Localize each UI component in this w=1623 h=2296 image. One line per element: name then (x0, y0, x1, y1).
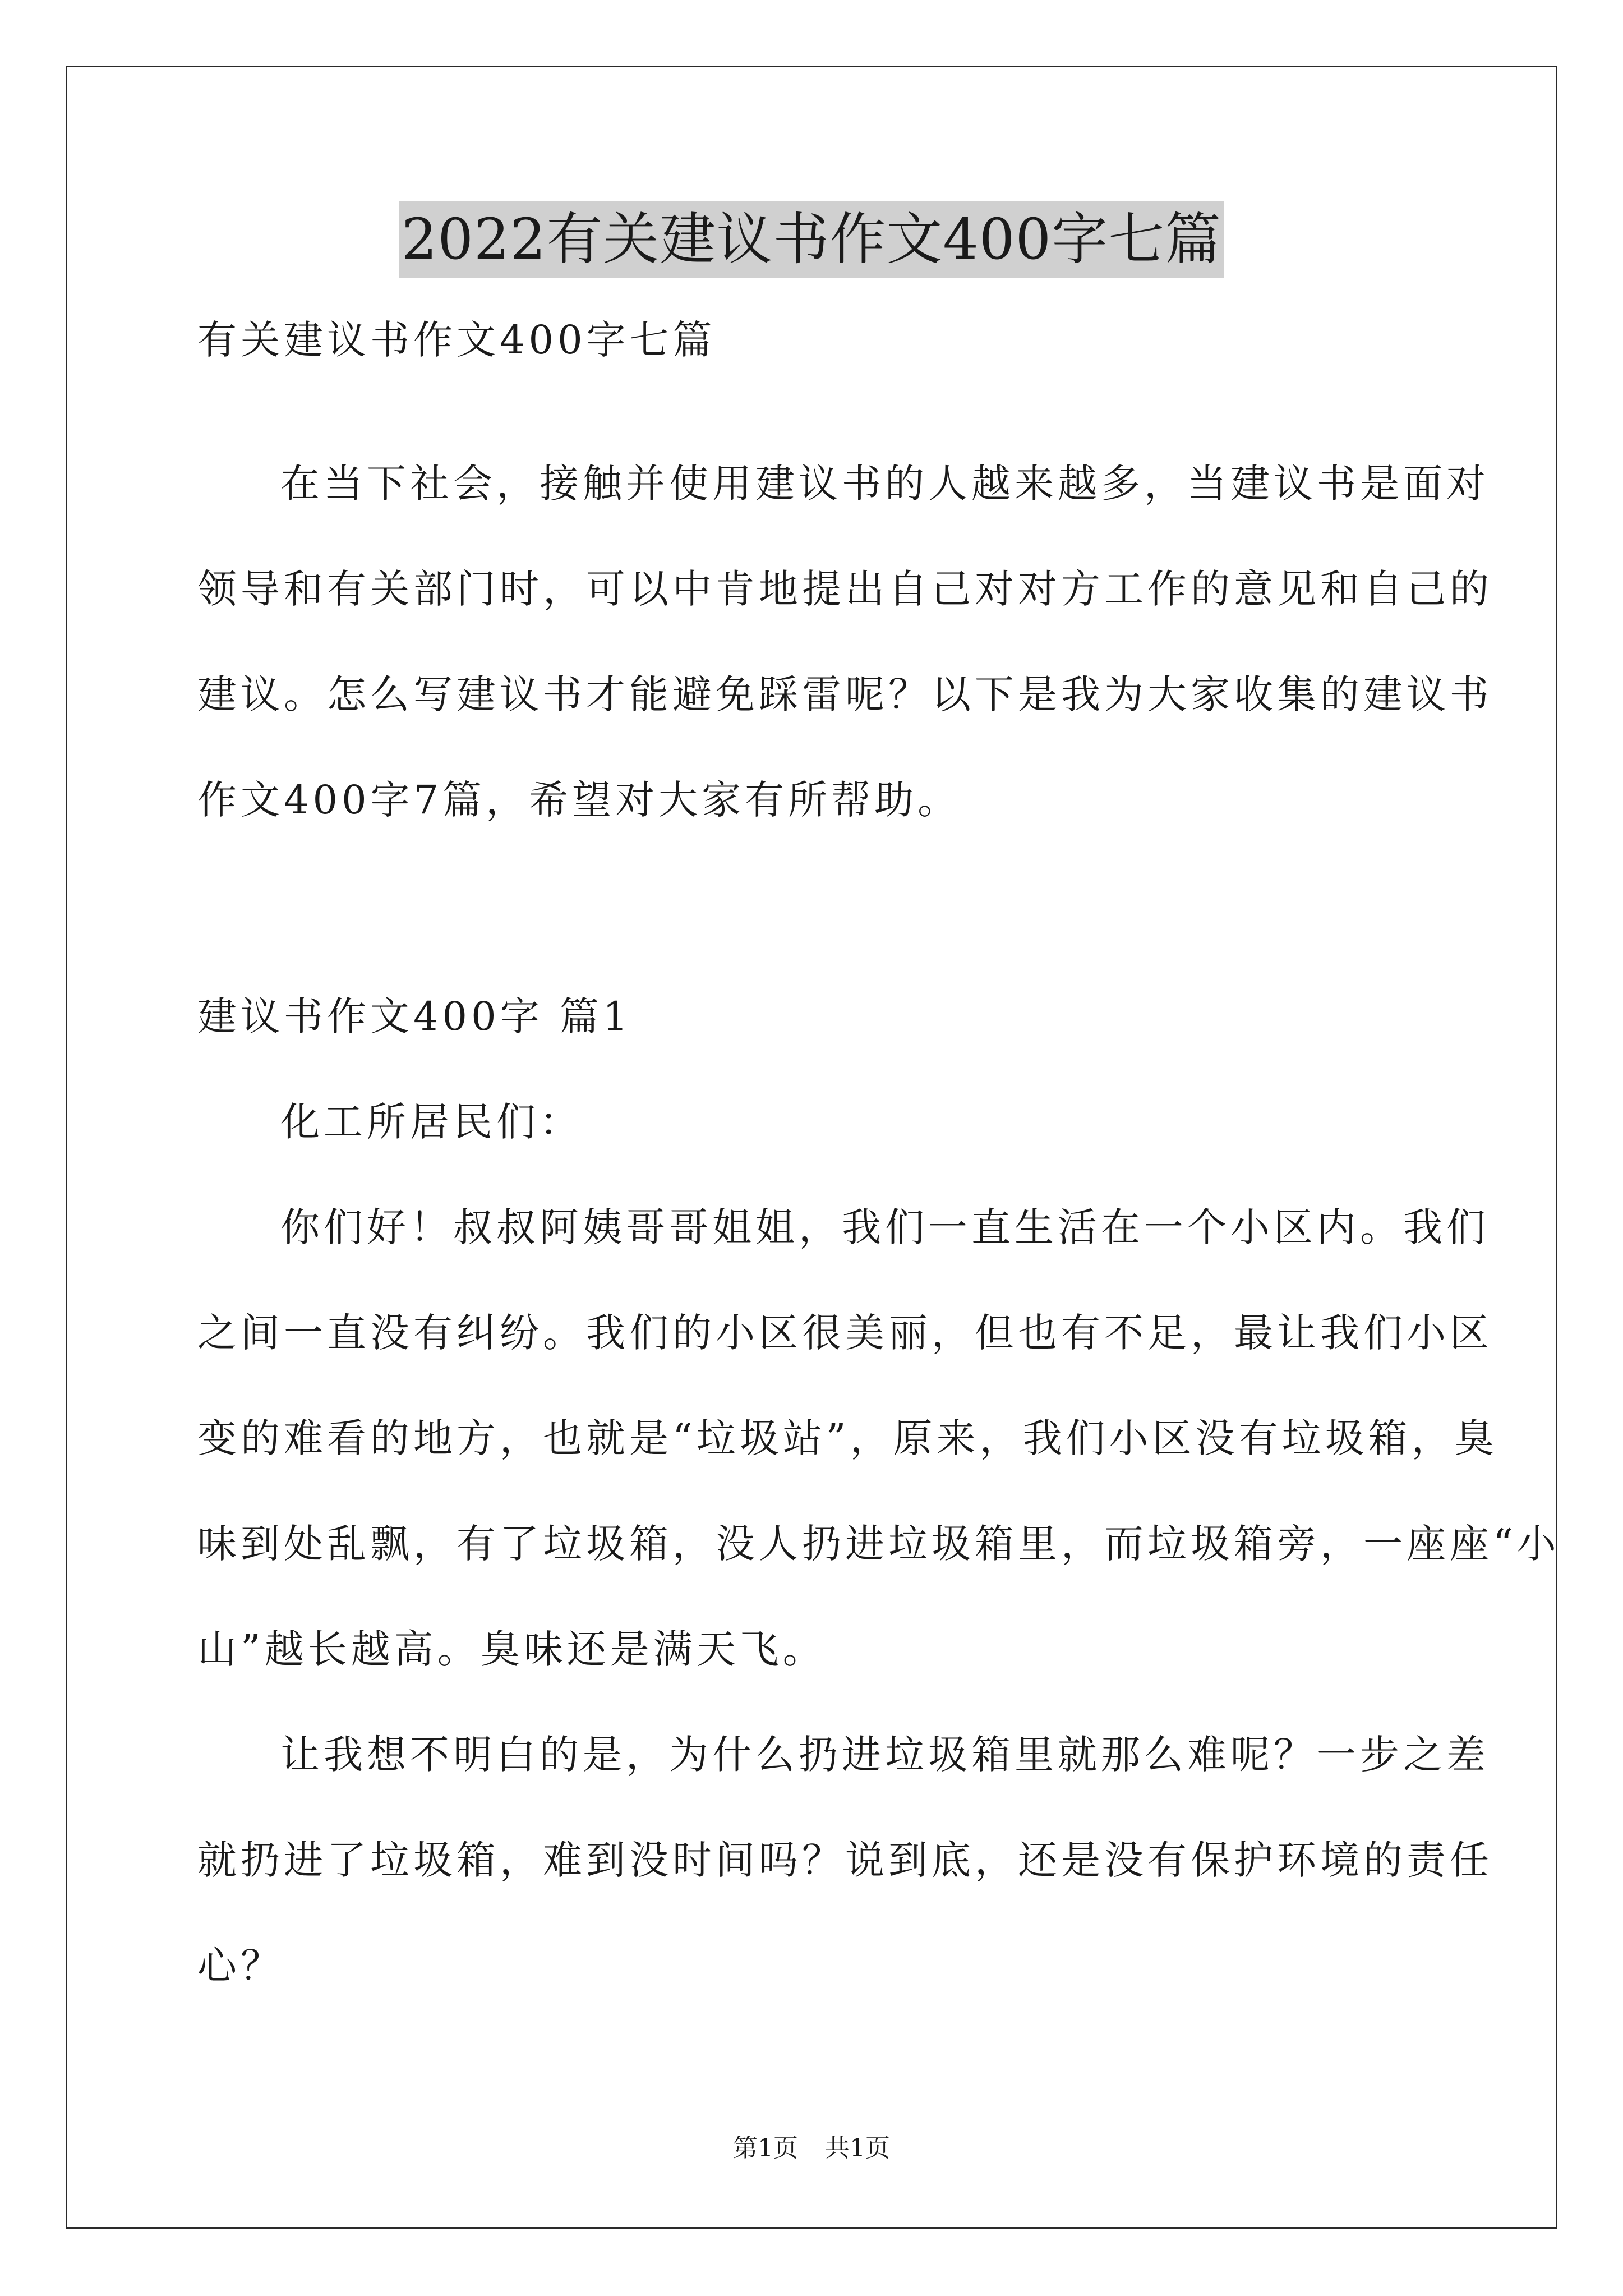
intro-line: 领导和有关部门时，可以中肯地提出自己对对方工作的意见和自己的 (197, 566, 1493, 612)
intro-line: 建议。怎么写建议书才能避免踩雷呢？以下是我为大家收集的建议书 (197, 671, 1493, 717)
paragraph-line: 变的难看的地方，也就是“垃圾站”，原来，我们小区没有垃圾箱，臭 (197, 1415, 1498, 1461)
paragraph-line: 之间一直没有纠纷。我们的小区很美丽，但也有不足，最让我们小区 (197, 1310, 1493, 1356)
page-number-current: 第1页 (733, 2134, 798, 2162)
paragraph-line: 你们好！叔叔阿姨哥哥姐姐，我们一直生活在一个小区内。我们 (280, 1204, 1490, 1250)
paragraph-line: 山”越长越高。臭味还是满天飞。 (197, 1626, 826, 1672)
page-number-total: 共1页 (825, 2134, 890, 2162)
paragraph-line: 味到处乱飘，有了垃圾箱，没人扔进垃圾箱里，而垃圾箱旁，一座座“小 (197, 1521, 1560, 1567)
title-wrapper (0, 201, 1623, 278)
document-title: 2022有关建议书作文400字七篇 (399, 201, 1224, 278)
salutation: 化工所居民们： (280, 1099, 583, 1145)
document-subtitle: 有关建议书作文400字七篇 (197, 317, 716, 363)
paragraph-line: 就扔进了垃圾箱，难到没时间吗？说到底，还是没有保护环境的责任 (197, 1837, 1493, 1883)
section-heading: 建议书作文400字 篇1 (197, 993, 632, 1039)
paragraph-line: 心？ (197, 1943, 284, 1989)
intro-line: 在当下社会，接触并使用建议书的人越来越多，当建议书是面对 (280, 461, 1490, 507)
paragraph-line: 让我想不明白的是，为什么扔进垃圾箱里就那么难呢？一步之差 (280, 1732, 1490, 1778)
page-footer (0, 2132, 1623, 2165)
intro-line: 作文400字7篇，希望对大家有所帮助。 (197, 777, 961, 823)
